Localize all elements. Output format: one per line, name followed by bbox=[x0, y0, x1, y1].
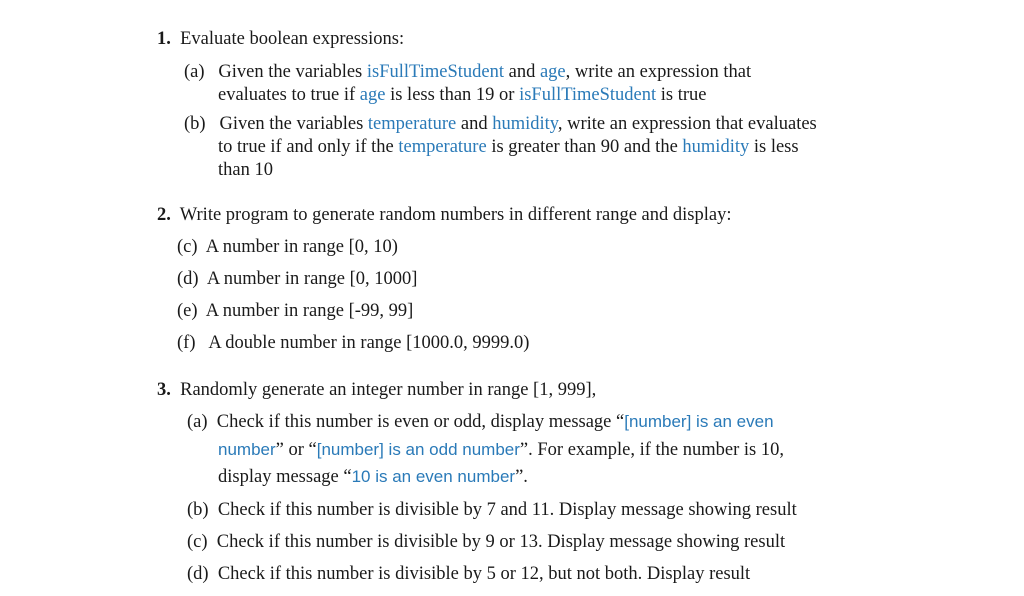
q1b-text: to true if and only if the bbox=[218, 137, 399, 157]
q3-item-b bbox=[187, 499, 797, 521]
var-humidity: humidity bbox=[492, 114, 558, 134]
q2c-label: (c) bbox=[177, 237, 198, 257]
q1-heading bbox=[157, 28, 404, 50]
q1a-label: (a) bbox=[184, 62, 205, 82]
msg-odd: [number] is an odd number bbox=[316, 440, 520, 459]
q2f-text: A double number in range [1000.0, 9999.0) bbox=[208, 333, 530, 353]
q2f-label: (f) bbox=[177, 333, 196, 353]
q3a-text: ”. For example, if the number is 10, bbox=[519, 440, 784, 460]
q2-heading bbox=[157, 204, 731, 226]
q3b-label: (b) bbox=[187, 500, 209, 520]
q2e-label: (e) bbox=[177, 301, 198, 321]
msg-even: number bbox=[218, 440, 276, 459]
q3-title: Randomly generate an integer number in range [1, 999], bbox=[180, 380, 597, 400]
q2d-label: (d) bbox=[177, 269, 199, 289]
q3a-line3 bbox=[218, 466, 528, 488]
q1b-text: , write an expression that evaluates bbox=[557, 114, 817, 134]
q3a-text: display message “ bbox=[218, 467, 352, 487]
q3a-line2 bbox=[218, 439, 784, 461]
q2-number: 2. bbox=[157, 205, 171, 225]
q1a-text: Given the variables bbox=[218, 62, 367, 82]
var-age: age bbox=[539, 62, 566, 82]
var-isfulltimestudent: isFullTimeStudent bbox=[366, 62, 504, 82]
q1b-line1 bbox=[184, 113, 817, 135]
q1a-text: , write an expression that bbox=[565, 62, 752, 82]
q2-title: Write program to generate random numbers in different range and display: bbox=[179, 205, 732, 225]
q3-number: 3. bbox=[157, 380, 171, 400]
q3c-label: (c) bbox=[187, 532, 208, 552]
var-age: age bbox=[359, 85, 386, 105]
q2-item-e bbox=[177, 300, 413, 322]
q3-item-c bbox=[187, 531, 785, 553]
q3a-text: ”. bbox=[515, 467, 528, 487]
q2d-text: A number in range [0, 1000] bbox=[206, 269, 418, 289]
q2-item-f bbox=[177, 332, 529, 354]
q3a-label: (a) bbox=[187, 412, 208, 432]
q1-title: Evaluate boolean expressions: bbox=[180, 29, 405, 49]
q1b-label: (b) bbox=[184, 114, 206, 134]
q3a-line1 bbox=[187, 411, 774, 433]
q1b-line2 bbox=[218, 136, 799, 158]
q2-item-d bbox=[177, 268, 417, 290]
var-isfulltimestudent: isFullTimeStudent bbox=[519, 85, 657, 105]
q1b-text: is greater than 90 and the bbox=[486, 137, 683, 157]
q2c-text: A number in range [0, 10) bbox=[205, 237, 398, 257]
q1a-text: is less than 19 or bbox=[385, 85, 520, 105]
q1b-text: Given the variables bbox=[219, 114, 368, 134]
q1b-line3: than 10 bbox=[218, 160, 273, 180]
q3c-text: Check if this number is divisible by 9 or 13. Display message showing result bbox=[216, 532, 786, 552]
msg-even: [number] is an even bbox=[624, 412, 774, 431]
q3a-text: Check if this number is even or odd, display message “ bbox=[216, 412, 625, 432]
q1b-text: is less bbox=[749, 137, 799, 157]
q2e-text: A number in range [-99, 99] bbox=[205, 301, 414, 321]
q3-heading bbox=[157, 379, 596, 401]
q1a-text: is true bbox=[656, 85, 707, 105]
var-temperature: temperature bbox=[398, 137, 487, 157]
q3b-text: Check if this number is divisible by 7 and 11. Display message showing result bbox=[217, 500, 797, 520]
q3a-text: ” or “ bbox=[275, 440, 317, 460]
var-humidity: humidity bbox=[682, 137, 750, 157]
q1a-line2 bbox=[218, 84, 707, 106]
q1a-line1 bbox=[184, 61, 751, 83]
var-temperature: temperature bbox=[367, 114, 457, 134]
q3-item-d bbox=[187, 563, 750, 585]
q1a-text: evaluates to true if bbox=[218, 85, 360, 105]
q3d-text: Check if this number is divisible by 5 or 12, but not both. Display result bbox=[217, 564, 751, 584]
q1a-text: and bbox=[503, 62, 540, 82]
q1-number: 1. bbox=[157, 29, 171, 49]
q3d-label: (d) bbox=[187, 564, 209, 584]
q1b-text: and bbox=[456, 114, 493, 134]
q2-item-c bbox=[177, 236, 398, 258]
msg-example: 10 is an even number bbox=[351, 467, 516, 486]
